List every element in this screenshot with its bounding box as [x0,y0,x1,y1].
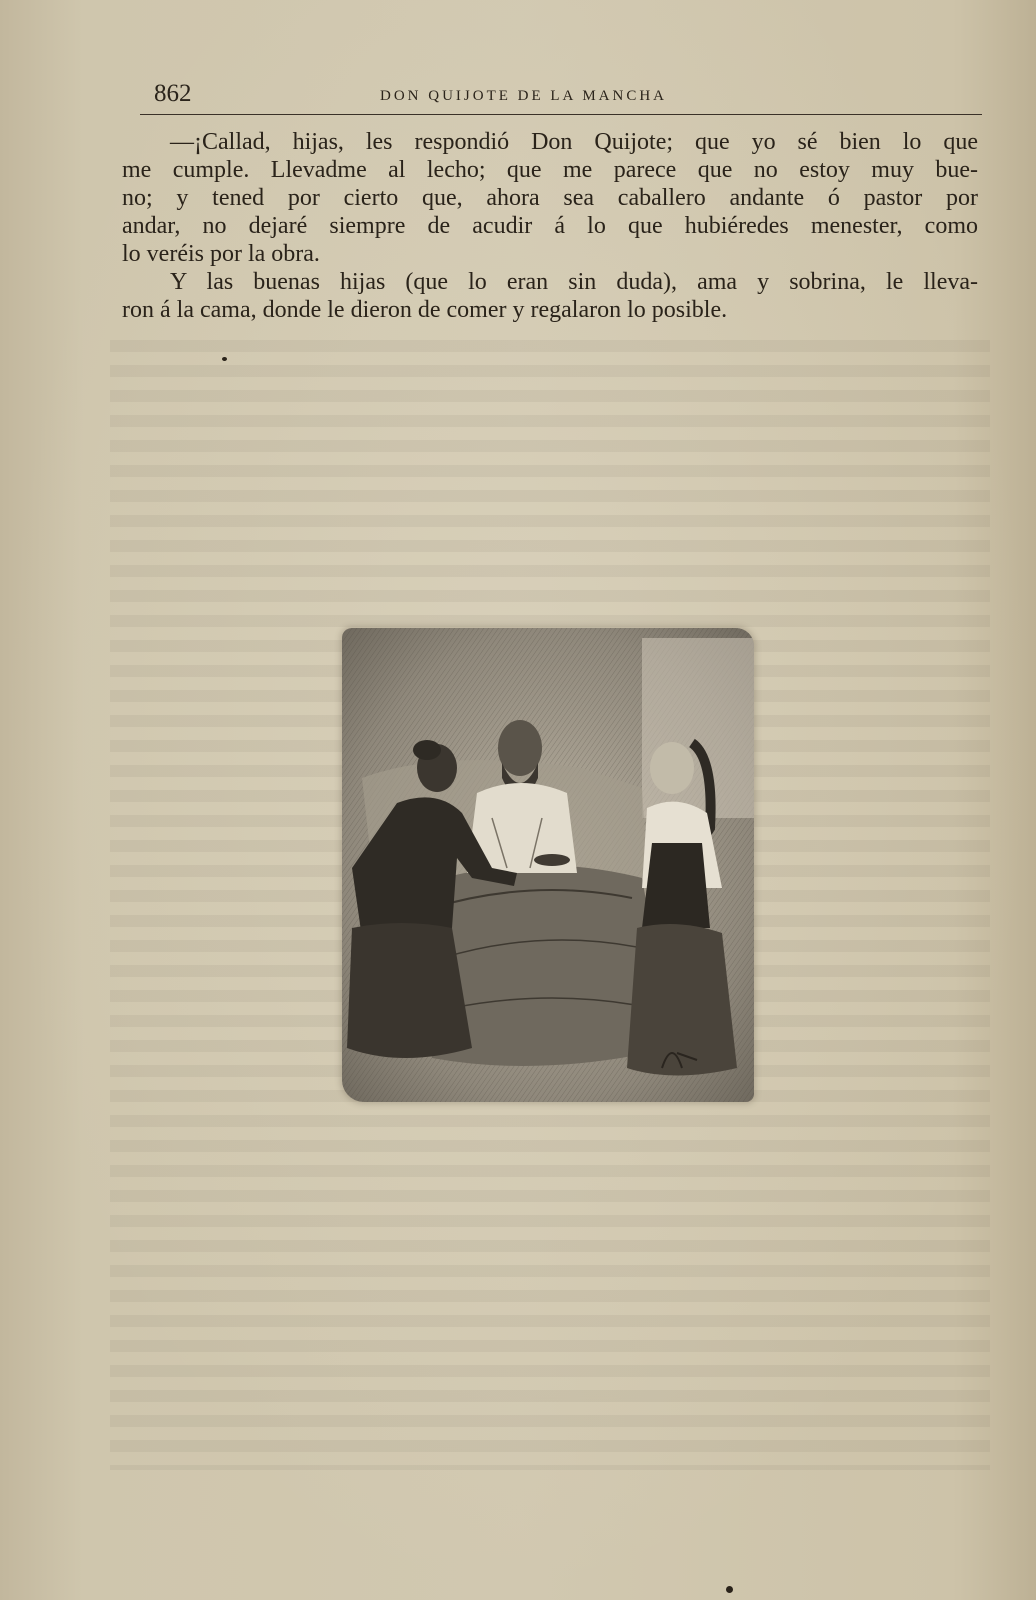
engraving-don-quijote-in-bed-icon [342,628,754,1102]
ink-speck [222,357,227,361]
text-line: Y las buenas hijas (que lo eran sin duda), ama y sobrina, le lleva- [170,269,978,295]
running-title: DON QUIJOTE DE LA MANCHA [380,88,667,104]
header-rule [140,114,982,115]
ink-speck [726,1586,733,1593]
paragraph [122,128,978,268]
text-line: ron á la cama, donde le dieron de comer y regalaron lo posible. [122,297,728,323]
text-line: —¡Callad, hijas, les respondió Don Quijote; que yo sé bien lo que [170,129,978,155]
text-line: no; y tened por cierto que, ahora sea caballero andante ó pastor por [122,185,978,211]
text-line: me cumple. Llevadme al lecho; que me parece que no estoy muy bue- [122,157,978,183]
page-number: 862 [154,80,192,107]
paragraph [122,268,978,324]
text-line: lo veréis por la obra. [122,241,320,267]
text-line: andar, no dejaré siempre de acudir á lo que hubiéredes menester, como [122,213,978,239]
page-header [150,80,980,114]
body-text [122,128,978,324]
